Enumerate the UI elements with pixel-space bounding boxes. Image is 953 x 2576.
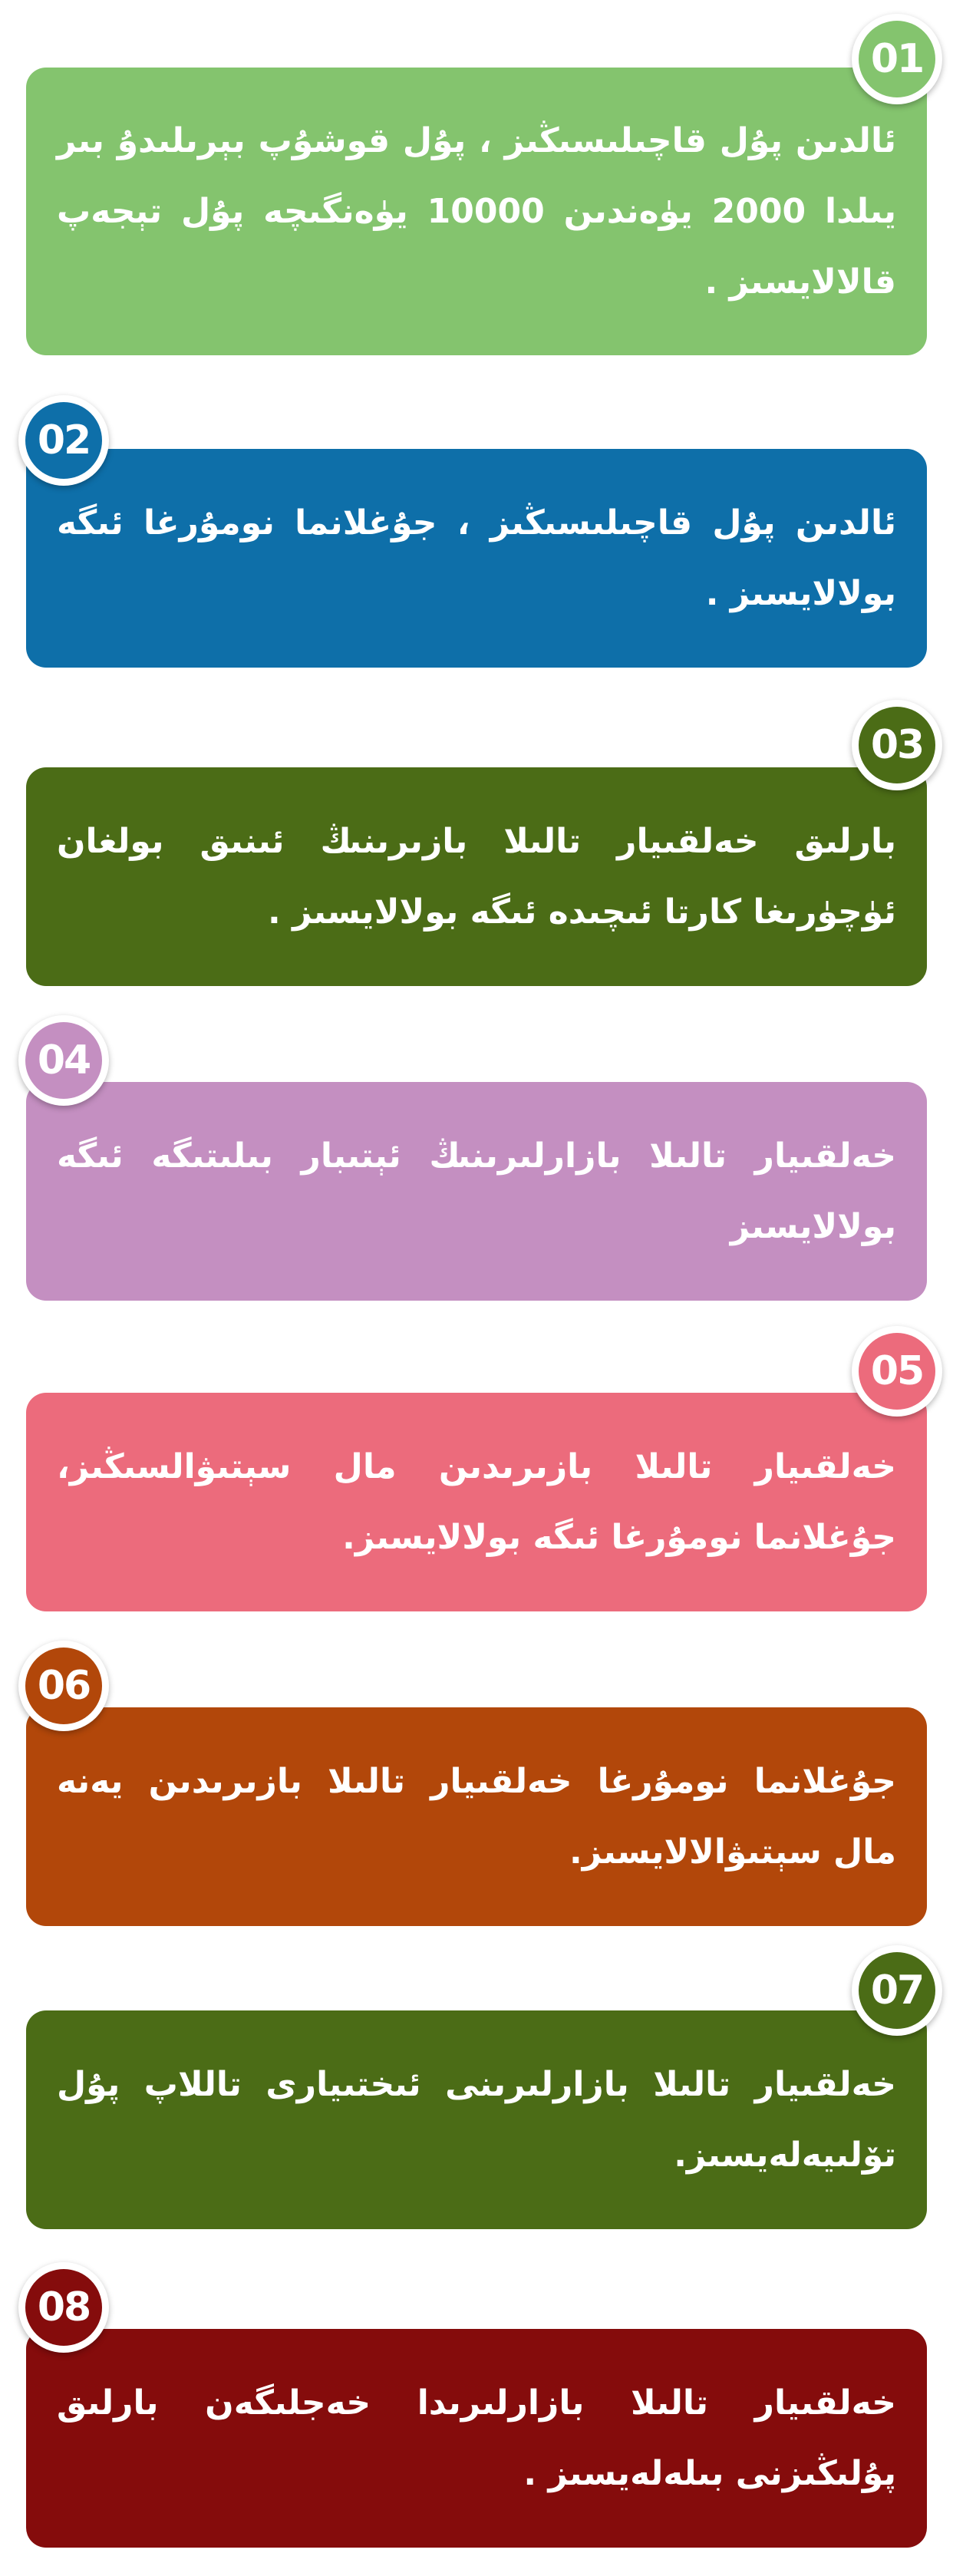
step-card-07 — [26, 2010, 927, 2229]
step-number-01: 01 — [859, 21, 935, 97]
step-badge-03 — [852, 700, 942, 790]
step-badge-02 — [18, 395, 109, 486]
step-card-01 — [26, 68, 927, 355]
step-badge-08 — [18, 2262, 109, 2353]
step-card-05 — [26, 1393, 927, 1611]
step-text-07: خەلقىيار تالىلا بازارلىرىنى ئىختىيارى تاللاپ پۇل تۆلىيەلەيسىز. — [57, 2064, 896, 2175]
step-card-03 — [26, 767, 927, 986]
step-text-01: ئالدىن پۇل قاچىلىسىڭىز ، پۇل قوشۇپ بېرىلىدۇ بىر يىلدا 2000 يۈەندىن 10000 يۈەنگىچە پۇل تېجەپ قالالايسىز . — [57, 120, 896, 302]
step-text-05: خەلقىيار تالىلا بازىرىدىن مال سېتىۋالسىڭىز، جۇغلانما نومۇرغا ئىگە بولالايسىز. — [57, 1446, 896, 1557]
step-card-08 — [26, 2329, 927, 2548]
step-card-02 — [26, 449, 927, 668]
step-text-03: بارلىق خەلقىيار تالىلا بازىرىنىڭ ئىنىق بولغان ئۈچۈرىغا كارتا ئىچىدە ئىگە بولالايسىز . — [57, 821, 896, 932]
step-text-04: خەلقىيار تالىلا بازارلىرىنىڭ ئېتىبار بىلىتىگە ئىگە بولالايسىز — [57, 1136, 896, 1246]
step-number-05: 05 — [859, 1333, 935, 1410]
step-number-07: 07 — [859, 1952, 935, 2029]
step-card-04 — [26, 1082, 927, 1301]
step-badge-04 — [18, 1015, 109, 1106]
step-number-02: 02 — [25, 402, 102, 479]
step-badge-01 — [852, 14, 942, 104]
step-number-08: 08 — [25, 2269, 102, 2346]
step-badge-05 — [852, 1326, 942, 1417]
step-number-03: 03 — [859, 707, 935, 783]
step-badge-07 — [852, 1945, 942, 2036]
step-badge-06 — [18, 1641, 109, 1731]
step-text-06: جۇغلانما نومۇرغا خەلقىيار تالىلا بازىرىدىن يەنە مال سېتىۋالالايسىز. — [57, 1761, 896, 1872]
step-card-06 — [26, 1707, 927, 1926]
step-number-04: 04 — [25, 1022, 102, 1099]
step-text-02: ئالدىن پۇل قاچىلىسىڭىز ، جۇغلانما نومۇرغا ئىگە بولالايسىز . — [57, 503, 896, 613]
step-number-06: 06 — [25, 1648, 102, 1724]
step-text-08: خەلقىيار تالىلا بازارلىرىدا خەجلىگەن بارلىق پۇلىڭىزنى بىلەلەيسىز . — [57, 2383, 896, 2493]
